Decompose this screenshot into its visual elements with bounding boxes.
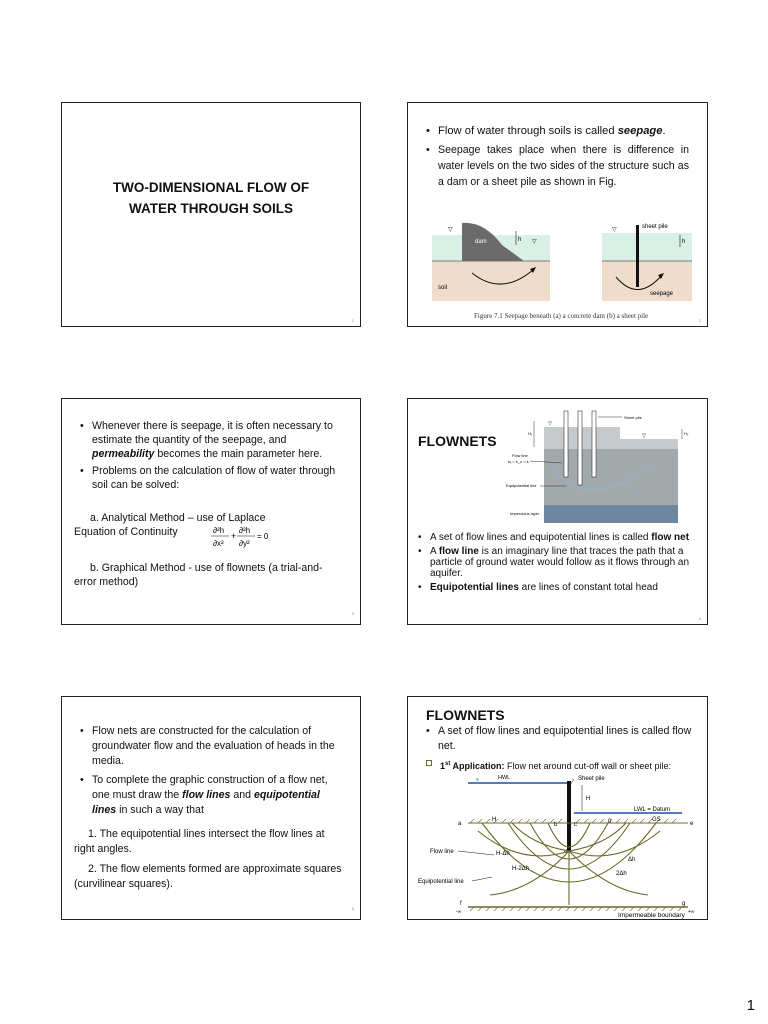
slide-5 bbox=[61, 696, 361, 920]
fig-sheetpile-label: Sheet pile bbox=[624, 415, 642, 420]
h-minus-2dh-label: H-2Δh bbox=[512, 866, 530, 872]
dam-soil bbox=[432, 261, 550, 301]
point-g: g bbox=[682, 901, 686, 907]
item-analytical-cont: Equation of Continuity bbox=[74, 526, 178, 538]
fig-flowline-eq: kₓ = k_z = k bbox=[508, 459, 529, 464]
slide-number: 2 bbox=[698, 318, 701, 323]
svg-text:+: + bbox=[231, 531, 237, 541]
bullet-graphic-construction: • To complete the graphic construction of a flow net, one must draw the flow lines and equipotential lines in such a way that bbox=[80, 773, 344, 818]
svg-text:∂y²: ∂y² bbox=[239, 539, 250, 548]
dh-label: Δh bbox=[628, 857, 636, 863]
slide-6 bbox=[407, 696, 708, 920]
fig-equipotential-label: Equipotential line bbox=[506, 483, 537, 488]
slide-number: 4 bbox=[698, 616, 701, 621]
lwl-label: LWL = Datum bbox=[634, 807, 671, 813]
slide-title: FLOWNETS bbox=[426, 707, 505, 723]
sheetpile-label: Sheet pile bbox=[578, 776, 605, 782]
point-b: b bbox=[554, 822, 558, 828]
point-a: a bbox=[458, 821, 462, 827]
head-h-label: H bbox=[492, 817, 497, 823]
point-e: e bbox=[690, 821, 694, 827]
svg-text:▽: ▽ bbox=[642, 433, 646, 439]
fig-h2-label: H₂ bbox=[684, 431, 689, 436]
svg-text:▽: ▽ bbox=[548, 421, 552, 427]
page-number: 1 bbox=[746, 997, 755, 1014]
point-d: d bbox=[564, 849, 567, 855]
svg-text:∂²h: ∂²h bbox=[239, 526, 251, 535]
bullet-seepage-quantity: • Whenever there is seepage, it is often necessary to estimate the quantity of the seepage, and permeability becomes the main parameter here. bbox=[80, 419, 344, 461]
svg-text:▽: ▽ bbox=[532, 239, 537, 245]
title-line-1: TWO-DIMENSIONAL FLOW OF bbox=[112, 180, 310, 195]
bullet-list bbox=[418, 532, 693, 596]
figure-caption: Figure 7.1 Seepage beneath (a) a concrete dam (b) a sheet pile bbox=[474, 312, 649, 320]
minus-infinity: -∞ bbox=[456, 909, 462, 915]
bullet-equipotential: • Equipotential lines are lines of constant total head bbox=[418, 582, 693, 593]
slide-1 bbox=[61, 102, 361, 327]
dam-label: dam bbox=[475, 239, 487, 245]
slide-number: 1 bbox=[351, 318, 354, 323]
impervious-layer bbox=[544, 505, 678, 523]
slide-2 bbox=[407, 102, 708, 327]
impermeable-boundary-label: Impermeable boundary bbox=[618, 912, 685, 919]
slide-4 bbox=[407, 398, 708, 625]
gs-label: GS bbox=[652, 817, 661, 823]
title-line-2: WATER THROUGH SOILS bbox=[129, 201, 293, 216]
svg-text:h: h bbox=[682, 239, 686, 245]
bullet-seepage-definition: • Flow of water through soils is called seepage. bbox=[426, 123, 689, 139]
flownet-cutoff-figure bbox=[412, 771, 706, 919]
item-curvilinear-squares: 2. The flow elements formed are approximate squares (curvilinear squares). bbox=[74, 863, 342, 890]
flowline-label: Flow line bbox=[430, 849, 454, 855]
slide-number: 3 bbox=[351, 611, 354, 616]
sheet-pile bbox=[636, 225, 639, 287]
slide-number: 5 bbox=[351, 906, 354, 911]
slide-title bbox=[62, 177, 360, 219]
svg-text:▽: ▽ bbox=[448, 227, 453, 233]
item-graphical: b. Graphical Method - use of flownets (a trial-and-error method) bbox=[74, 562, 323, 588]
point-c: c bbox=[574, 822, 577, 828]
application-note: 1st Application: Flow net around cut-off wall or sheet pile: bbox=[426, 759, 695, 771]
soil-label: soil bbox=[438, 285, 448, 291]
svg-text:= 0: = 0 bbox=[257, 532, 269, 541]
head-label: H bbox=[586, 796, 591, 802]
h-minus-dh-label: H-Δh bbox=[496, 851, 510, 857]
square-bullet-icon bbox=[426, 760, 432, 766]
bullet-list bbox=[426, 123, 689, 193]
bullet-list bbox=[426, 724, 693, 754]
item-right-angles: 1. The equipotential lines intersect the flow lines at right angles. bbox=[74, 828, 325, 855]
slide-title: FLOWNETS bbox=[418, 433, 497, 449]
bullet-problems: • Problems on the calculation of flow of water through soil can be solved: bbox=[80, 464, 344, 492]
dam-h-label: h bbox=[518, 237, 522, 243]
plus-infinity: +∞ bbox=[688, 909, 695, 915]
flownet-sheetpile-figure bbox=[504, 407, 694, 525]
hwl-label: HWL bbox=[498, 775, 511, 781]
item-analytical: a. Analytical Method – use of Laplace bbox=[90, 512, 266, 524]
slide-3 bbox=[61, 398, 361, 625]
laplace-equation bbox=[207, 523, 277, 553]
svg-text:∂²h: ∂²h bbox=[213, 526, 225, 535]
fig-flowline-label: Flow line bbox=[512, 453, 528, 458]
bullet-flow-net: • A set of flow lines and equipotential lines is called flow net. bbox=[426, 724, 693, 754]
zero-label: 0 bbox=[608, 819, 612, 825]
bullet-flow-net-purpose: • Flow nets are constructed for the calculation of groundwater flow and the evaluation of heads in the media. bbox=[80, 724, 344, 769]
svg-text:≡: ≡ bbox=[476, 777, 479, 783]
seepage-label: seepage bbox=[650, 291, 674, 297]
fig-impervious-label: Impervious layer bbox=[510, 511, 540, 516]
bullet-flow-net: • A set of flow lines and equipotential lines is called flow net bbox=[418, 532, 693, 543]
pile-water bbox=[602, 233, 692, 261]
two-dh-label: 2Δh bbox=[616, 871, 627, 877]
pile-soil bbox=[602, 261, 692, 301]
svg-text:∂x²: ∂x² bbox=[213, 539, 224, 548]
seepage-figure bbox=[432, 215, 692, 303]
sheet-pile bbox=[567, 781, 571, 851]
sheet-pile-label: sheet pile bbox=[642, 224, 668, 230]
point-f: f bbox=[460, 901, 462, 907]
fig-h1-label: H₁ bbox=[528, 431, 533, 436]
bullet-list bbox=[80, 724, 344, 822]
svg-text:▽: ▽ bbox=[612, 227, 617, 233]
bullet-seepage-cause: • Seepage takes place when there is difference in water levels on the two sides of the structure such as a dam or a sheet pile as shown in Fig. bbox=[426, 142, 689, 190]
bullet-list bbox=[80, 419, 344, 495]
bullet-flow-line: • A flow line is an imaginary line that traces the path that a particle of ground water would follow as it flows through an aquifer. bbox=[418, 546, 693, 579]
equipotential-label: Equipotential line bbox=[418, 879, 464, 885]
